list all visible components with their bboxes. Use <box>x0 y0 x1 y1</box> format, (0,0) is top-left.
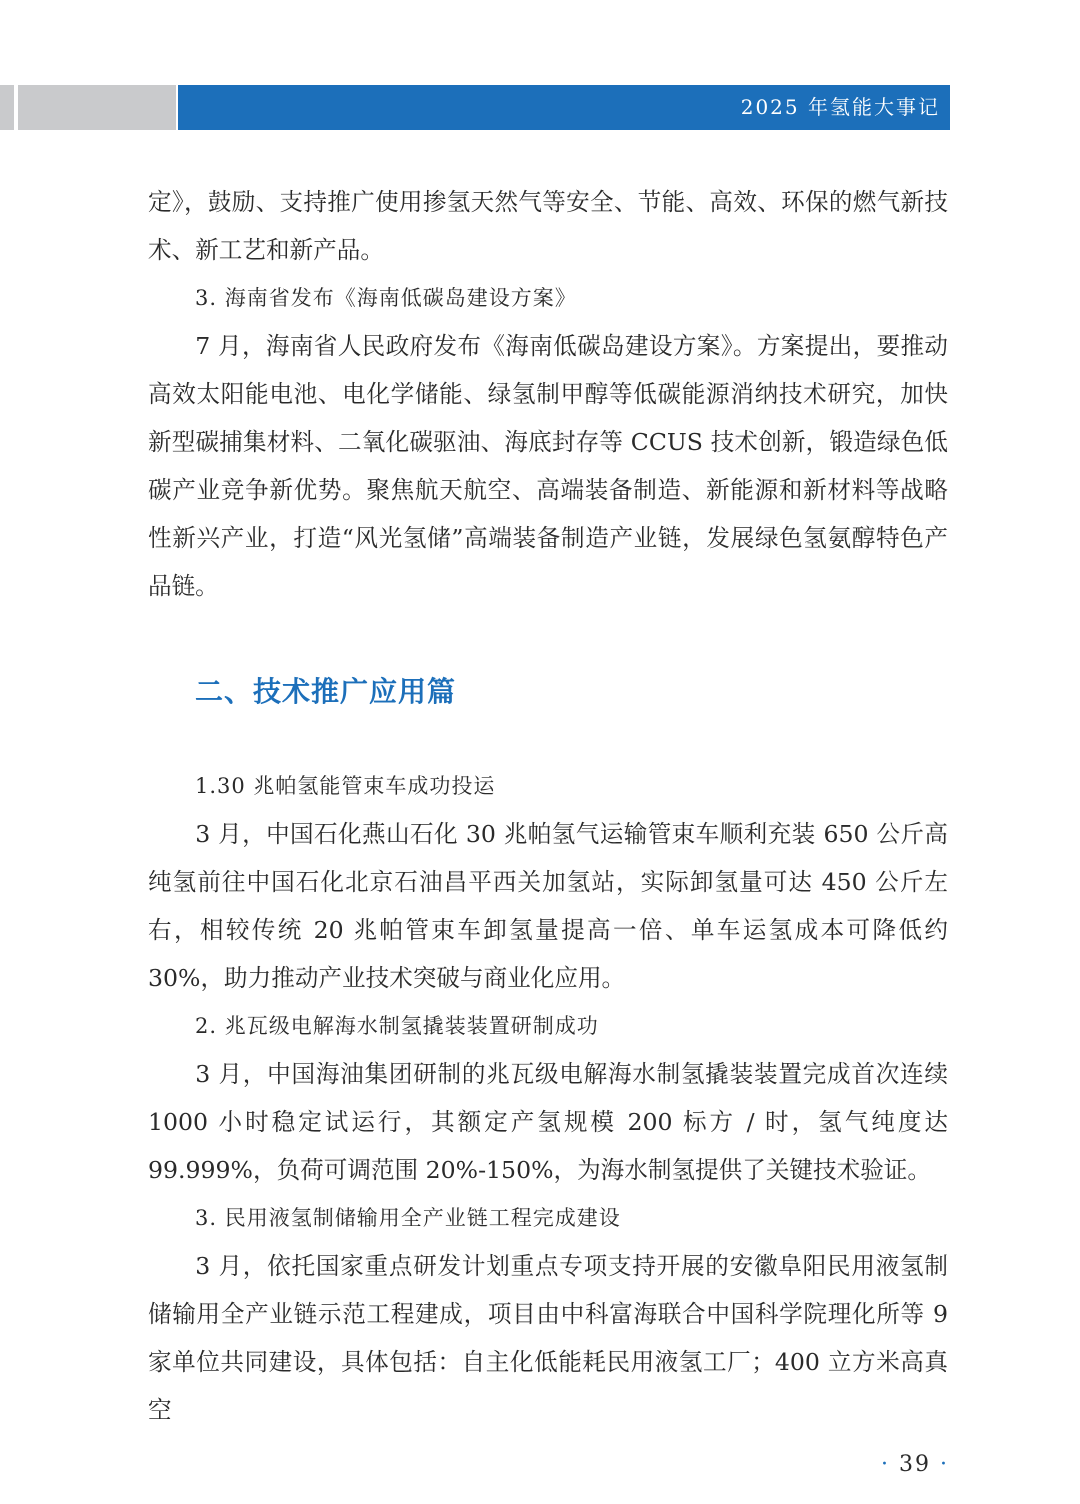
item-body-tube-trailer: 3 月，中国石化燕山石化 30 兆帕氢气运输管束车顺利充装 650 公斤高纯氢前往中国石化北京石油昌平西关加氢站，实际卸氢量可达 450 公斤左右，相较传统 20 兆帕管束车卸氢量提高一倍、单车运氢成本可降低约 30%，助力推动产业技术突破与商业化应用。 <box>148 820 948 992</box>
item-title-seawater-electrolysis: 2. 兆瓦级电解海水制氢撬装装置研制成功 <box>195 1014 599 1038</box>
item-body-liquid-hydrogen: 3 月，依托国家重点研发计划重点专项支持开展的安徽阜阳民用液氢制储输用全产业链示范工程建成，项目由中科富海联合中国科学院理化所等 9 家单位共同建设，具体包括：自主化低能耗民用液氢工厂；400 立方米高真空 <box>148 1252 948 1424</box>
continued-paragraph: 定》，鼓励、支持推广使用掺氢天然气等安全、节能、高效、环保的燃气新技术、新工艺和新产品。 <box>148 188 948 264</box>
page-number <box>870 1452 960 1477</box>
section-heading: 二、技术推广应用篇 <box>195 675 457 708</box>
page-number-dot-left: · <box>881 1452 890 1477</box>
header-grey-bar <box>18 85 176 130</box>
running-header-title: 2025 年氢能大事记 <box>740 95 940 119</box>
item-title-liquid-hydrogen: 3. 民用液氢制储输用全产业链工程完成建设 <box>195 1206 621 1230</box>
page-body <box>148 178 948 1434</box>
item-title-hainan: 3. 海南省发布《海南低碳岛建设方案》 <box>195 286 577 310</box>
item-body-seawater-electrolysis: 3 月，中国海油集团研制的兆瓦级电解海水制氢撬装装置完成首次连续 1000 小时稳定试运行，其额定产氢规模 200 标方 / 时，氢气纯度达 99.999%，负荷可调范围 20%-150%，为海水制氢提供了关键技术验证。 <box>148 1060 948 1184</box>
page-number-dot-right: · <box>940 1452 949 1477</box>
page-number-value: 39 <box>899 1452 931 1477</box>
item-body-hainan: 7 月，海南省人民政府发布《海南低碳岛建设方案》。方案提出，要推动高效太阳能电池、电化学储能、绿氢制甲醇等低碳能源消纳技术研究，加快新型碳捕集材料、二氧化碳驱油、海底封存等 CCUS 技术创新，锻造绿色低碳产业竞争新优势。聚焦航天航空、高端装备制造、新能源和新材料等战略性新兴产业，打造“风光氢储”高端装备制造产业链，发展绿色氢氨醇特色产品链。 <box>148 332 948 600</box>
header-edge-bar <box>0 85 14 130</box>
item-title-tube-trailer: 1.30 兆帕氢能管束车成功投运 <box>195 774 496 798</box>
